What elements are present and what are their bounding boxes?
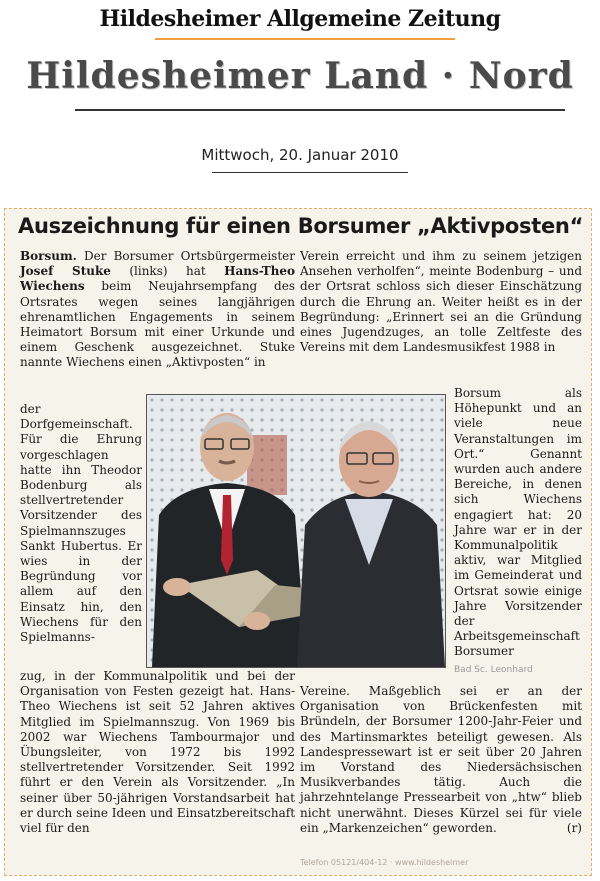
paragraph-text: beim Neujahrsempfang des Ortsrates wegen seines langjährigen ehrenamtlichen Engagements in seinem Heimatort Borsum mit einer Urkunde und einem Geschenk ausgezeichnet. Stuke nannte Wiechens einen „Aktivposten“ in (20, 279, 295, 370)
region-title: Hildesheimer Land · Nord (26, 55, 574, 97)
date-rule (212, 172, 408, 173)
background-clipping-text: Bad Sc. Leonhard (454, 665, 533, 675)
paragraph-text: Borsum als Höhepunkt und an viele neue Veranstaltungen im Ort.“ Genannt wurden auch andere Bereiche, in denen sich Wiechens engagiert hat: 20 Jahre war er in der Kommunalpolitik aktiv, war Mitglied im Gemeinderat und Ortsrat sowie einige Jahre Vorsitzender der Arbeitsgemeinschaft Borsumer (454, 386, 582, 659)
article-column-left-narrow (20, 402, 142, 645)
person-name: Josef Stuke (20, 264, 111, 279)
article-column-right-narrow (454, 386, 582, 660)
paragraph-text: zug, in der Kommunalpolitik und bei der Organisation von Festen gezeigt hat. Hans-Theo Wiechens ist seit 52 Jahren aktives Mitglied im Spielmannszug. Von 1969 bis 2002 war Wiechens Tambourmajor und Übungsleiter, von 1972 bis 1992 stellvertretender Vorsitzender. Seit 1992 führt er den Verein als Vorsitzender. „In seiner über 50-jährigen Vorstandsarbeit hat er durch seine Ideen und Einsatzbereitschaft viel für den (20, 669, 296, 836)
region-rule (75, 109, 565, 111)
paragraph-text: der Dorfgemeinschaft. Für die Ehrung vorgeschlagen hatte ihn Theodor Bodenburg als stellvertretender Vorsitzender des Spielmannszuges Sankt Hubertus. Er wies in der Begründung vor allem auf den Einsatz hin, den Wiechens für den Spielmanns- (20, 402, 142, 645)
photo-illustration (147, 395, 445, 667)
author-signoff: (r) (566, 820, 582, 835)
person-name: Hans-Theo Wiechens (20, 264, 295, 294)
article-column-right-bottom (300, 684, 582, 836)
newspaper-name: Hildesheimer Allgemeine Zeitung (99, 6, 501, 32)
article-column-left-top (20, 249, 295, 371)
article-column-left-bottom (20, 669, 295, 836)
paragraph-text: Vereine. Maßgeblich sei er an der Organisation von Brückenfesten mit Bründeln, der Borsumer 1200-Jahr-Feier und des Martinsmarktes beteiligt gewesen. Als Landespressewart ist er seit über 20 Jahren im Vorstand des Niedersächsischen Musikverbandes tätig. Auch die jahrzehntelange Pressearbeit von „htw“ blieb nicht unerwähnt. Dieses Kürzel sei für viele ein „Markenzeichen“ geworden. (300, 684, 582, 835)
issue-date: Mittwoch, 20. Januar 2010 (201, 146, 399, 164)
paragraph-text: (links) hat (110, 264, 225, 279)
dateline-place: Borsum. (20, 249, 77, 263)
paragraph-text: Verein erreicht und ihm zu seinem jetzigen Ansehen verholfen“, meinte Bodenburg – und der Ortsrat schloss sich dieser Einschätzung durch die Ehrung an. Weiter heißt es in der Begründung: „Erinnert sei an die Gründung eines Jugendzuges, an tolle Zeltfeste des Vereins mit dem Landesmusikfest 1988 in (300, 249, 582, 355)
article-headline: Auszeichnung für einen Borsumer „Aktivposten“ (18, 214, 584, 238)
masthead (0, 0, 600, 200)
paragraph-text: Der Borsumer Ortsbürgermeister (76, 249, 295, 263)
article-column-right-top (300, 249, 582, 355)
article-photo (146, 394, 446, 668)
masthead-rule (155, 38, 455, 40)
background-footer-text: Telefon 05121/404-12 · www.hildesheimer (300, 858, 469, 867)
